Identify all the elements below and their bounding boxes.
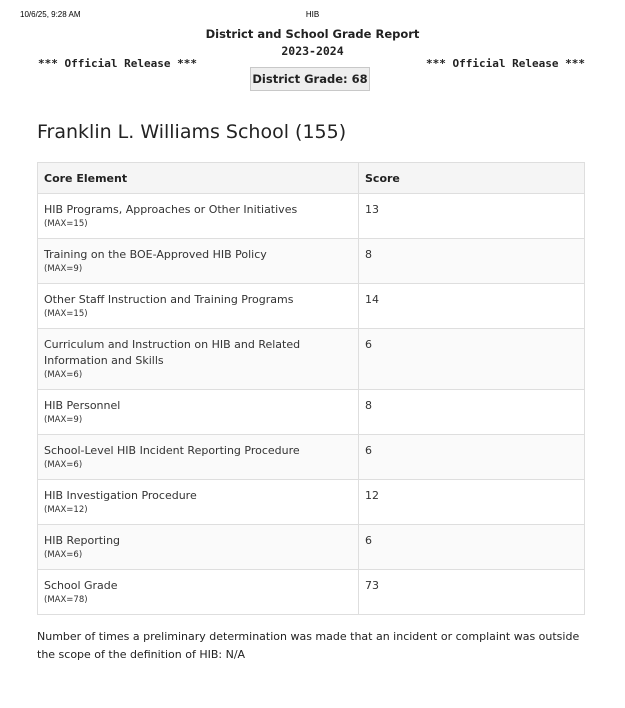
table-row — [38, 525, 585, 570]
table-row — [38, 480, 585, 525]
score-cell — [359, 525, 585, 570]
official-release-left: *** Official Release *** — [38, 57, 197, 70]
score-value: 13 — [365, 203, 379, 216]
score-value: 14 — [365, 293, 379, 306]
score-cell — [359, 284, 585, 329]
core-element-name: School-Level HIB Incident Reporting Procedure — [44, 444, 300, 457]
score-cell — [359, 239, 585, 284]
score-cell — [359, 435, 585, 480]
core-element-max: (MAX=15) — [44, 219, 88, 229]
score-value: 6 — [365, 444, 372, 457]
core-element-name: Other Staff Instruction and Training Programs — [44, 293, 294, 306]
core-element-max: (MAX=78) — [44, 595, 88, 605]
core-element-max: (MAX=6) — [44, 460, 83, 470]
table-row — [38, 329, 585, 390]
core-element-cell — [38, 525, 359, 570]
score-value: 8 — [365, 399, 372, 412]
core-element-name: HIB Reporting — [44, 534, 121, 547]
core-element-cell — [38, 480, 359, 525]
table-row — [38, 435, 585, 480]
core-element-name: Training on the BOE-Approved HIB Policy — [44, 248, 267, 261]
table-row — [38, 390, 585, 435]
table-row — [38, 570, 585, 615]
table-body — [38, 194, 585, 615]
core-element-cell — [38, 570, 359, 615]
core-element-table — [37, 162, 585, 615]
core-element-cell — [38, 390, 359, 435]
core-element-name: HIB Personnel — [44, 399, 121, 412]
core-element-max: (MAX=9) — [44, 264, 83, 274]
table-row — [38, 239, 585, 284]
core-element-max: (MAX=12) — [44, 505, 88, 515]
score-cell — [359, 329, 585, 390]
core-element-name: HIB Investigation Procedure — [44, 489, 197, 502]
score-cell — [359, 194, 585, 239]
column-header-score: Score — [359, 163, 585, 194]
score-cell — [359, 570, 585, 615]
official-release-right: *** Official Release *** — [426, 57, 585, 70]
report-year: 2023-2024 — [281, 44, 344, 58]
score-value: 6 — [365, 338, 372, 351]
district-grade-badge: District Grade: 68 — [250, 67, 370, 91]
core-element-name: HIB Programs, Approaches or Other Initiatives — [44, 203, 298, 216]
table-header-row — [38, 163, 585, 194]
score-cell — [359, 390, 585, 435]
score-value: 12 — [365, 489, 379, 502]
core-element-cell — [38, 284, 359, 329]
print-page-title: HIB — [305, 10, 320, 19]
report-title: District and School Grade Report — [205, 27, 420, 41]
score-value: 8 — [365, 248, 372, 261]
score-cell — [359, 480, 585, 525]
score-value: 73 — [365, 579, 379, 592]
footnote-preliminary-determination: Number of times a preliminary determination was made that an incident or complaint was outside the scope of the definition of HIB: N/A — [37, 630, 580, 661]
core-element-cell — [38, 435, 359, 480]
print-datetime: 10/6/25, 9:28 AM — [20, 10, 81, 19]
score-value: 6 — [365, 534, 372, 547]
core-element-max: (MAX=9) — [44, 415, 83, 425]
core-element-name: School Grade — [44, 579, 118, 592]
core-element-name: Curriculum and Instruction on HIB and Related Information and Skills — [44, 338, 301, 367]
core-element-cell — [38, 239, 359, 284]
core-element-max: (MAX=15) — [44, 309, 88, 319]
core-element-max: (MAX=6) — [44, 370, 83, 380]
column-header-core-element: Core Element — [38, 163, 359, 194]
core-element-cell — [38, 194, 359, 239]
table-row — [38, 284, 585, 329]
table-row — [38, 194, 585, 239]
school-title: Franklin L. Williams School (155) — [37, 121, 347, 143]
core-element-cell — [38, 329, 359, 390]
core-element-max: (MAX=6) — [44, 550, 83, 560]
